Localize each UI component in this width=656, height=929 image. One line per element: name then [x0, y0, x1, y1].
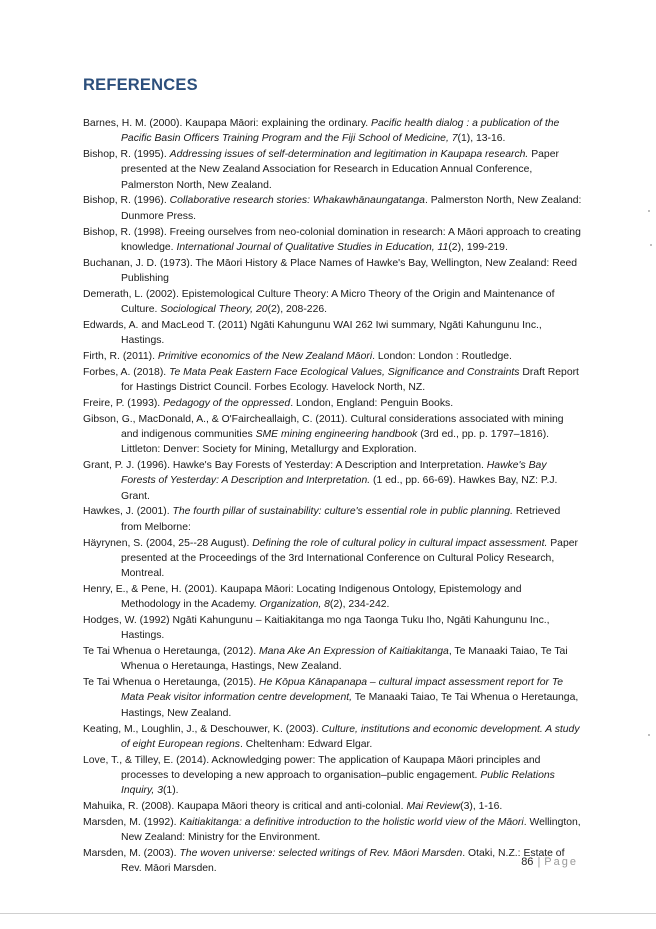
reference-text: Draft Report for Hastings District Council. Forbes Ecology. Havelock North, NZ.: [121, 366, 579, 394]
reference-entry: [83, 396, 583, 411]
reference-text: Paper presented at the New Zealand Association for Research in Education Annual Conference, Palmerston North, New Zealand.: [121, 149, 559, 191]
reference-text: Grant, P. J. (1996). Hawke's Bay Forests of Yesterday: A Description and Interpretation.: [83, 460, 487, 472]
reference-title-italic: Te Mata Peak Eastern Face Ecological Values, Significance and Constraints: [169, 366, 520, 378]
reference-entry: [83, 753, 583, 799]
reference-entry: [83, 815, 583, 846]
reference-text: . London: London : Routledge.: [372, 350, 512, 362]
reference-text: (1), 13-16.: [457, 133, 506, 145]
reference-text: Henry, E., & Pene, H. (2001). Kaupapa Māori: Locating Indigenous Ontology, Epistemology and Methodology in the Academy.: [83, 583, 522, 611]
reference-text: . London, England: Penguin Books.: [290, 397, 454, 409]
page-footer: [521, 856, 578, 868]
reference-text: Bishop, R. (1996).: [83, 195, 170, 207]
scan-speck: [648, 210, 650, 212]
reference-title-italic: Pacific health dialog : a publication of the Pacific Basin Officers Training Program and the Fiji School of Medicine, 7: [121, 118, 560, 145]
reference-entry: [83, 349, 583, 364]
reference-entry: [83, 846, 583, 877]
reference-title-italic: He Kōpua Kānapanapa – cultural impact assessment report for Te Mata Peak visitor information centre development,: [121, 677, 563, 704]
reference-text: Freire, P. (1993).: [83, 397, 164, 409]
section-heading: REFERENCES: [83, 76, 198, 94]
reference-text: Te Tai Whenua o Heretaunga, (2015).: [83, 677, 259, 689]
reference-text: . Palmerston North, New Zealand: Dunmore Press.: [121, 195, 582, 222]
reference-text: Paper presented at the Proceedings of the 3rd International Conference on Cultural Policy Research, Montreal.: [121, 537, 578, 580]
reference-entry: [83, 147, 583, 193]
reference-text: (1 ed., pp. 66-69). Hawkes Bay, NZ: P.J. Grant.: [121, 475, 558, 502]
scan-speck: [648, 734, 650, 736]
reference-list: [83, 116, 583, 877]
reference-text: (3), 1-16.: [460, 801, 503, 813]
reference-title-italic: Organization, 8: [259, 599, 330, 611]
reference-text: Gibson, G., MacDonald, A., & O'Faircheallaigh, C. (2011). Cultural considerations associated with mining and indigenous communities: [83, 413, 564, 440]
reference-title-italic: Mana Ake An Expression of Kaitiakitanga: [258, 646, 449, 658]
reference-entry: [83, 458, 583, 504]
reference-text: Hawkes, J. (2001).: [83, 506, 173, 518]
reference-entry: [83, 675, 583, 721]
reference-title-italic: SME mining engineering handbook: [255, 428, 418, 440]
reference-text: Love, T., & Tilley, E. (2014). Acknowledging power: The application of Kaupapa Māori principles and processes to developing a new approach to organisation–public engagement.: [83, 754, 541, 781]
reference-title-italic: International Journal of Qualitative Studies in Education, 11: [176, 241, 449, 253]
reference-text: Bishop, R. (1995).: [83, 149, 170, 161]
footer-separator: |: [537, 856, 541, 868]
reference-entry: [83, 504, 583, 535]
reference-title-italic: Defining the role of cultural policy in cultural impact assessment.: [252, 537, 548, 549]
reference-entry: [83, 287, 583, 318]
reference-text: Buchanan, J. D. (1973). The Māori History & Place Names of Hawke's Bay, Wellington, New Zealand: Reed Publishing: [83, 257, 578, 284]
reference-text: (3rd ed., pp. p. 1797–1816). Littleton: Denver: Society for Mining, Metallurgy and Exploration.: [121, 428, 550, 456]
reference-title-italic: Mai Review: [406, 801, 461, 813]
reference-text: Hodges, W. (1992) Ngāti Kahungunu – Kaitiakitanga mo nga Taonga Tuku Iho, Ngāti Kahungunu Inc., Hastings.: [83, 615, 550, 642]
reference-title-italic: Kaitiakitanga: a definitive introduction to the holistic world view of the Māori: [179, 816, 524, 828]
page-label: Page: [544, 856, 578, 868]
bottom-rule: [0, 913, 656, 914]
reference-text: (2), 199-219.: [448, 241, 508, 253]
reference-title-italic: Sociological Theory, 20: [160, 304, 268, 316]
reference-text: . Otaki, N.Z.: Estate of Rev. Māori Marsden.: [121, 847, 565, 875]
reference-text: Barnes, H. M. (2000). Kaupapa Māori: explaining the ordinary.: [83, 118, 372, 129]
reference-entry: [83, 116, 583, 147]
reference-title-italic: Collaborative research stories: Whakawhānaungatanga: [169, 195, 425, 207]
reference-title-italic: Pedagogy of the oppressed: [163, 397, 291, 409]
reference-text: . Cheltenham: Edward Elgar.: [240, 738, 373, 750]
reference-text: Edwards, A. and MacLeod T. (2011) Ngāti Kahungunu WAI 262 Iwi summary, Ngāti Kahungunu Inc., Hastings.: [83, 319, 542, 347]
reference-text: . Wellington, New Zealand: Ministry for the Environment.: [121, 816, 581, 844]
reference-text: Forbes, A. (2018).: [83, 366, 170, 378]
reference-entry: [83, 256, 583, 287]
reference-text: Häyrynen, S. (2004, 25--28 August).: [83, 537, 253, 549]
reference-text: Firth, R. (2011).: [83, 350, 158, 362]
reference-text: (2), 234-242.: [329, 599, 390, 611]
reference-text: Te Manaaki Taiao, Te Tai Whenua o Heretaunga, Hastings, New Zealand.: [121, 692, 579, 719]
page-number: 86: [521, 856, 534, 868]
reference-entry: [83, 644, 583, 675]
reference-title-italic: Hawke's Bay Forests of Yesterday: A Description and Interpretation.: [121, 460, 547, 487]
reference-text: Keating, M., Loughlin, J., & Deschouwer, K. (2003).: [83, 723, 322, 735]
reference-title-italic: Addressing issues of self-determination and legitimation in Kaupapa research.: [169, 149, 529, 161]
reference-entry: [83, 318, 583, 349]
reference-entry: [83, 225, 583, 256]
reference-entry: [83, 365, 583, 396]
reference-title-italic: The fourth pillar of sustainability: culture's essential role in public planning.: [172, 506, 513, 518]
reference-entry: [83, 536, 583, 582]
reference-entry: [83, 412, 583, 458]
reference-text: Te Tai Whenua o Heretaunga, (2012).: [83, 646, 259, 658]
reference-text: Retrieved from Melborne:: [121, 506, 561, 533]
reference-text: (2), 208-226.: [267, 304, 328, 316]
reference-text: , Te Manaaki Taiao, Te Tai Whenua o Heretaunga, Hastings, New Zealand.: [121, 646, 568, 673]
reference-entry: [83, 613, 583, 644]
reference-entry: [83, 582, 583, 613]
reference-title-italic: Primitive economics of the New Zealand Māori: [157, 350, 373, 362]
reference-entry: [83, 799, 583, 814]
reference-title-italic: Public Relations Inquiry, 3: [121, 769, 555, 797]
reference-text: Marsden, M. (2003).: [83, 847, 180, 859]
reference-text: Demerath, L. (2002). Epistemological Culture Theory: A Micro Theory of the Origin and Maintenance of Culture.: [83, 288, 555, 316]
reference-text: Marsden, M. (1992).: [83, 816, 180, 828]
reference-title-italic: Culture, institutions and economic development. A study of eight European regions: [121, 723, 580, 750]
reference-entry: [83, 722, 583, 753]
reference-text: Mahuika, R. (2008). Kaupapa Māori theory is critical and anti-colonial.: [83, 801, 407, 813]
reference-text: (1).: [162, 785, 179, 797]
reference-title-italic: The woven universe: selected writings of Rev. Māori Marsden: [179, 847, 463, 859]
reference-entry: [83, 193, 583, 224]
scan-speck: [650, 244, 652, 246]
reference-text: Bishop, R. (1998). Freeing ourselves from neo-colonial domination in research: A Māori approach to creating knowledge.: [83, 226, 581, 253]
